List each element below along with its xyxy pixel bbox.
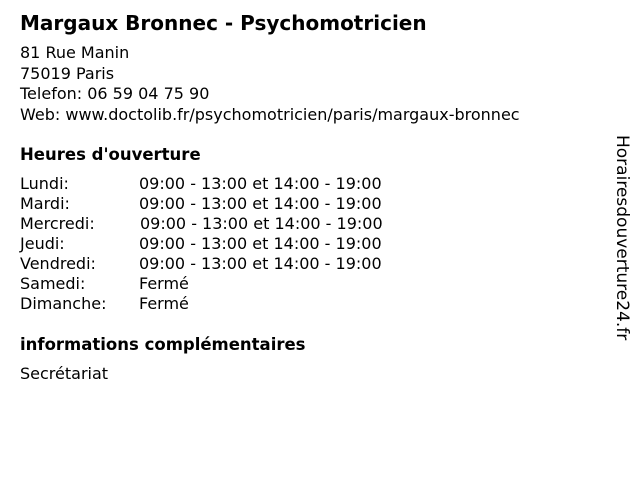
day-label: Mardi: xyxy=(20,194,70,213)
hours-value: 09:00 - 13:00 et 14:00 - 19:00 xyxy=(140,214,383,233)
hours-value: Fermé xyxy=(139,274,189,293)
phone-number: Telefon: 06 59 04 75 90 xyxy=(20,84,210,103)
hours-value: 09:00 - 13:00 et 14:00 - 19:00 xyxy=(139,254,382,273)
day-label: Lundi: xyxy=(20,174,69,193)
address-street: 81 Rue Manin xyxy=(20,43,130,62)
hours-value: 09:00 - 13:00 et 14:00 - 19:00 xyxy=(139,194,382,213)
additional-info-text: Secrétariat xyxy=(20,364,109,383)
hours-value: Fermé xyxy=(139,294,189,313)
opening-hours-heading: Heures d'ouverture xyxy=(20,145,201,164)
day-label: Samedi: xyxy=(20,274,86,293)
hours-value: 09:00 - 13:00 et 14:00 - 19:00 xyxy=(139,174,382,193)
address-city: 75019 Paris xyxy=(20,63,115,83)
contact-block xyxy=(20,43,520,125)
day-label: Vendredi: xyxy=(20,254,96,273)
page-title: Margaux Bronnec - Psychomotricien xyxy=(20,11,427,35)
website-link: Web: www.doctolib.fr/psychomotricien/paris/margaux-bronnec xyxy=(20,104,520,124)
hours-value: 09:00 - 13:00 et 14:00 - 19:00 xyxy=(139,234,382,253)
additional-info-heading: informations complémentaires xyxy=(20,335,306,354)
day-label: Dimanche: xyxy=(20,294,107,313)
day-label: Jeudi: xyxy=(20,234,65,253)
site-watermark: Horairesdouverture24.fr xyxy=(612,135,632,341)
day-label: Mercredi: xyxy=(20,214,95,233)
